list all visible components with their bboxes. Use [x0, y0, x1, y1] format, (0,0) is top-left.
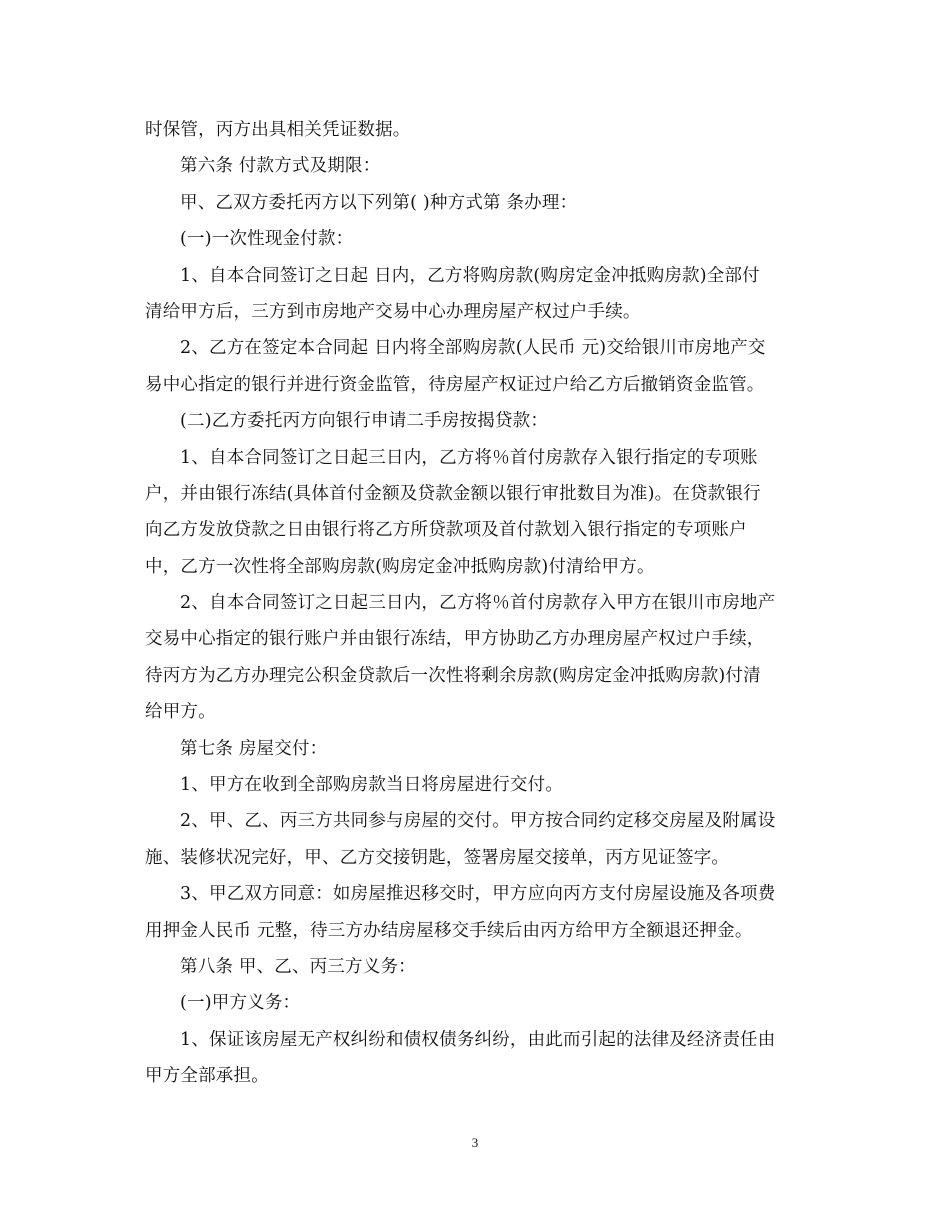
text-line: 易中心指定的银行并进行资金监管，待房屋产权证过户给乙方后撤销资金监管。 — [145, 374, 765, 395]
text-line: 甲方全部承担。 — [145, 1066, 269, 1087]
text-line: 中，乙方一次性将全部购房款(购房定金冲抵购房款)付清给甲方。 — [145, 556, 655, 577]
section-heading-article-8: 第八条 甲、乙、丙三方义务： — [180, 956, 416, 977]
text-line: 施、装修状况完好，甲、乙方交接钥匙，签署房屋交接单，丙方见证签字。 — [145, 847, 730, 868]
subsection-heading: (一)甲方义务： — [180, 993, 301, 1014]
text-line: 户，并由银行冻结(具体首付金额及贷款金额以银行审批数目为准)。在贷款银行 — [145, 483, 761, 504]
text-line: 甲、乙双方委托丙方以下列第( )种方式第 条办理： — [180, 192, 578, 213]
text-line: 清给甲方后，三方到市房地产交易中心办理房屋产权过户手续。 — [145, 301, 641, 322]
section-heading-article-6: 第六条 付款方式及期限： — [180, 156, 381, 177]
subsection-heading: (二)乙方委托丙方向银行申请二手房按揭贷款： — [180, 411, 549, 432]
text-line: 3、甲乙双方同意：如房屋推迟移交时，甲方应向丙方支付房屋设施及各项费 — [180, 884, 776, 905]
text-line: 2、乙方在签定本合同起 日内将全部购房款(人民币 元)交给银川市房地产交 — [180, 338, 766, 359]
text-line: 1、保证该房屋无产权纠纷和债权债务纠纷，由此而引起的法律及经济责任由 — [180, 1029, 776, 1050]
text-line: 向乙方发放贷款之日由银行将乙方所贷款项及首付款划入银行指定的专项账户 — [145, 520, 747, 541]
document-body — [145, 112, 810, 1095]
page-number: 3 — [471, 1135, 479, 1150]
section-heading-article-7: 第七条 房屋交付： — [180, 738, 328, 759]
text-line: 2、自本合同签订之日起三日内，乙方将％首付房款存入甲方在银川市房地产 — [180, 593, 776, 614]
text-line: 用押金人民币 元整，待三方办结房屋移交手续后由丙方给甲方全额退还押金。 — [145, 920, 753, 941]
text-line: 给甲方。 — [145, 702, 216, 723]
subsection-heading: (一)一次性现金付款： — [180, 229, 354, 250]
text-line: 2、甲、乙、丙三方共同参与房屋的交付。甲方按合同约定移交房屋及附属设 — [180, 811, 776, 832]
text-line: 待丙方为乙方办理完公积金贷款后一次性将剩余房款(购房定金冲抵购房款)付清 — [145, 665, 761, 686]
text-line: 交易中心指定的银行账户并由银行冻结，甲方协助乙方办理房屋产权过户手续， — [145, 629, 765, 650]
text-line: 1、自本合同签订之日起 日内，乙方将购房款(购房定金冲抵购房款)全部付 — [180, 265, 760, 286]
text-line: 1、甲方在收到全部购房款当日将房屋进行交付。 — [180, 775, 564, 796]
text-line: 1、自本合同签订之日起三日内，乙方将％首付房款存入银行指定的专项账 — [180, 447, 758, 468]
text-line: 时保管，丙方出具相关凭证数据。 — [145, 120, 411, 140]
